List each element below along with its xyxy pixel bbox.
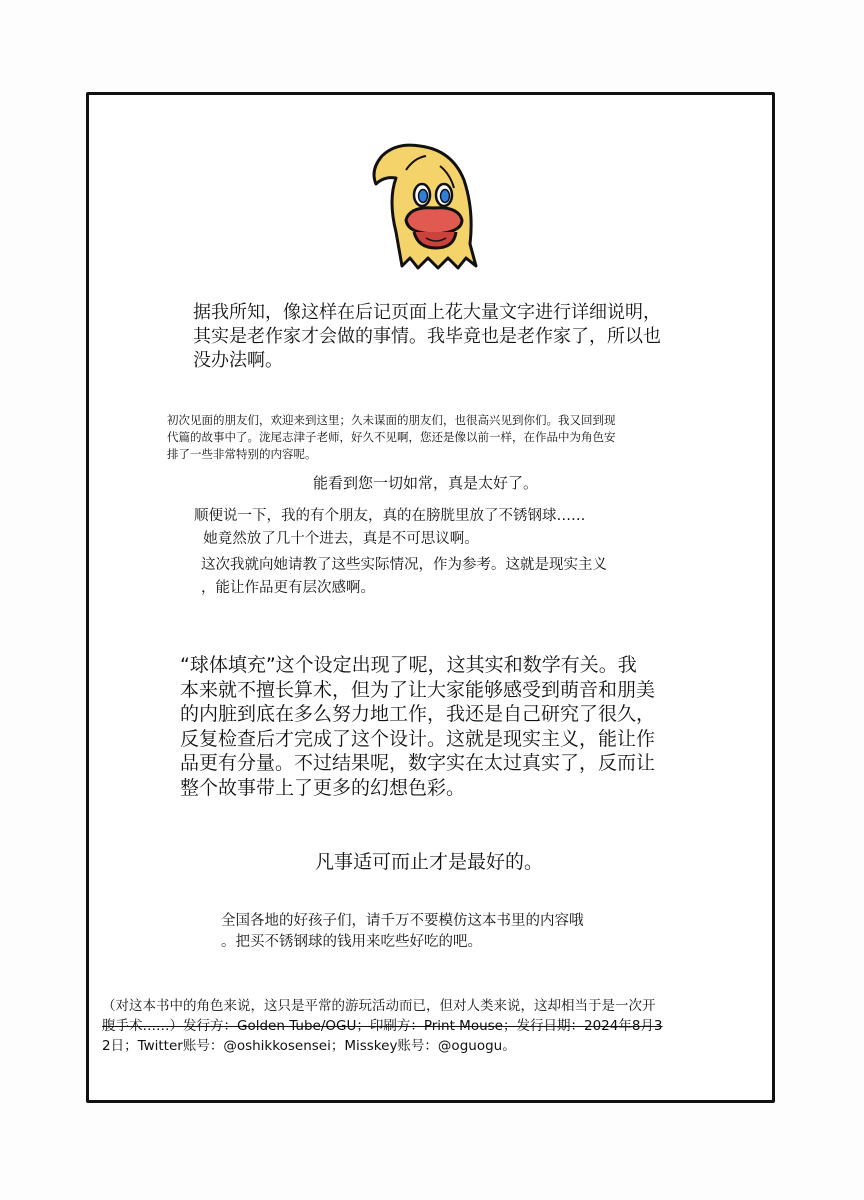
- text-line: 整个故事带上了更多的幻想色彩。: [180, 776, 466, 799]
- text-line: 品更有分量。不过结果呢，数字实在太过真实了，反而让: [180, 752, 656, 774]
- paragraph-sphere-packing: [180, 653, 655, 800]
- text-line: 据我所知，像这样在后记页面上花大量文字进行详细说明，: [193, 302, 661, 323]
- paragraph-friend: [194, 505, 586, 551]
- text-line: 凡事适可而止才是最好的。: [315, 851, 544, 873]
- colophon: [102, 996, 772, 1056]
- paragraph-greeting: [167, 412, 616, 463]
- text-line: “球体填充”这个设定出现了呢，这其实和数学有关。我: [180, 654, 637, 676]
- colophon-line: 2日；Twitter账号：@oshikkosensei；Misskey账号：@oguogu。: [102, 1038, 516, 1054]
- colophon-line: 腹手术……）发行方：Golden Tube/OGU；印刷方：Print Mouse；发行日期：2024年8月3: [102, 1018, 663, 1034]
- text-line: 初次见面的朋友们，欢迎来到这里；久未谋面的朋友们，也很高兴见到你们。我又回到现: [167, 413, 616, 427]
- text-line: ，能让作品更有层次感啊。: [201, 580, 375, 596]
- text-line: 反复检查后才完成了这个设计。这就是现实主义，能让作: [180, 727, 656, 750]
- paragraph-research: [201, 554, 607, 600]
- duck-mascot-icon: [366, 140, 482, 270]
- text-line: 排了一些非常特别的内容呢。: [167, 447, 317, 461]
- text-line: 能看到您一切如常，真是太好了。: [313, 474, 539, 492]
- text-line: 。把买不锈钢球的钱用来吃些好吃的吧。: [221, 934, 482, 950]
- text-line: 全国各地的好孩子们，请千万不要模仿这本书里的内容哦: [221, 913, 584, 929]
- text-line: 她竟然放了几十个进去，真是不可思议啊。: [194, 531, 479, 547]
- text-line: 顺便说一下，我的有个朋友，真的在膀胱里放了不锈钢球……: [194, 508, 586, 524]
- text-line: 的内脏到底在多么努力地工作，我还是自己研究了很久，: [180, 703, 656, 725]
- text-line: 代篇的故事中了。泷尾志津子老师，好久不见啊，您还是像以前一样，在作品中为角色安: [167, 430, 616, 444]
- paragraph-warning: [221, 911, 584, 953]
- text-line: 本来就不擅长算术，但为了让大家能够感受到萌音和朋美: [180, 678, 656, 701]
- text-line: 没办法啊。: [193, 350, 283, 371]
- paragraph-moderation: [315, 850, 543, 874]
- colophon-line: （对这本书中的角色来说，这只是平常的游玩活动而已，但对人类来说，这却相当于是一次开: [102, 998, 656, 1014]
- paragraph-intro: [193, 301, 661, 373]
- paragraph-relief: [313, 473, 538, 493]
- text-line: 这次我就向她请教了这些实际情况，作为参考。这就是现实主义: [201, 557, 607, 573]
- text-line: 其实是老作家才会做的事情。我毕竟也是老作家了，所以也: [193, 326, 661, 347]
